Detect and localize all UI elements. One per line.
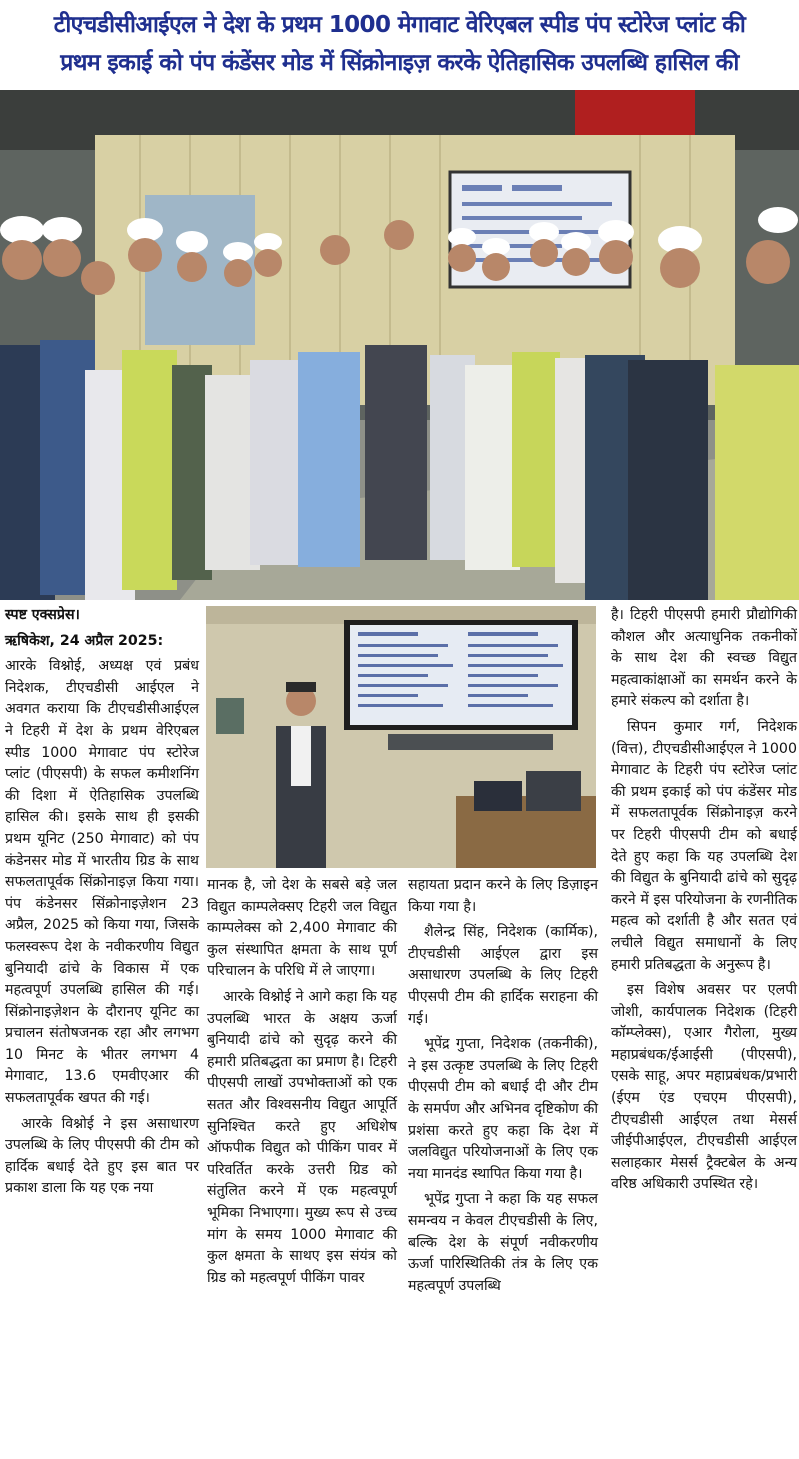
article-column-2 — [207, 875, 397, 1293]
paragraph: सहायता प्रदान करने के लिए डिज़ाइन किया गया है। — [408, 877, 598, 915]
paragraph: भूपेंद्र गुप्ता, निदेशक (तकनीकी), ने इस उत्कृष्ट उपलब्धि के लिए टिहरी पीएसपी टीम को बधाई दी और टीम के समर्पण और अभिनव दृष्टिकोण की प्रशंसा करते हुए कहा कि देश में जलविद्युत परियोजनाओं के लिए एक नया मानदंड स्थापित किया गया है। — [408, 1036, 598, 1182]
paragraph: इस विशेष अवसर पर एलपी जोशी, कार्यपालक निदेशक (टिहरी कॉम्प्लेक्स), एआर गैरोला, मुख्य महाप्रबंधक/ईआईसी (पीएसपी), एसके साहू, अपर महाप्रबंधक/प्रभारी (ईएम एंड एचएम पीएसपी), टीएचडीसी आईएल तथा मेसर्स जीईपीआईएल, टीएचडीसी आईएल सलाहकार मेसर्स ट्रैक्टबेल के अन्य वरिष्ठ अधिकारी उपस्थित रहे। — [611, 982, 797, 1193]
paragraph: आरके विश्नोई ने आगे कहा कि यह उपलब्धि भारत के अक्षय ऊर्जा बुनियादी ढांचे को सुदृढ़ करने की हमारी प्रतिबद्धता का प्रमाण है। टिहरी पीएसपी लाखों उपभोक्ताओं को एक सतत और विश्वसनीय विद्युत आपूर्ति सुनिश्चित करते हुए अधिशेष ऑफपीक विद्युत को पीकिंग पावर में परिवर्तित करके उत्तरी ग्रिड को संतुलित करने में एक महत्वपूर्ण भूमिका निभाएगा। मुख्य रूप से उच्च मांग के समय 1000 मेगावाट की कुल क्षमता के साथए इस संयंत्र को ग्रिड को महत्वपूर्ण पीकिंग पावर — [207, 988, 397, 1286]
control-room-photo — [206, 606, 596, 868]
article-column-4 — [611, 605, 797, 1200]
paragraph: सिपन कुमार गर्ग, निदेशक (वित्त), टीएचडीसीआईएल ने 1000 मेगावाट के टिहरी पंप स्टोरेज प्लांट की प्रथम इकाई को पंप कंडेंसर मोड में सफलतापूर्वक सिंक्रोनाइज़ करने पर टिहरी पीएसपी टीम को बधाई देते हुए कहा कि यह उपलब्धि देश की विद्युत के बुनियादी ढांचे को सुदृढ़ करने में इस परियोजना के रणनीतिक महत्व को दर्शाती है और सतत एवं लचीले विद्युत समाधानों के लिए हमारी प्रतिबद्धता के अनुरूप है। — [611, 718, 797, 973]
article-source: स्पष्ट एक्सप्रेस। — [5, 607, 80, 623]
paragraph: मानक है, जो देश के सबसे बड़े जल विद्युत काम्पलेक्सए टिहरी जल विद्युत काम्पलेक्स को 2,400 मेगावाट की कुल संस्थापित क्षमता के साथ पूर्ण परिचालन के परिधि में ले जाएगा। — [207, 877, 397, 980]
headline-line-1: टीएचडीसीआईएल ने देश के प्रथम 1000 मेगावाट वेरिएबल स्पीड पंप स्टोरेज प्लांट की — [53, 12, 746, 38]
article-column-1 — [5, 605, 199, 1204]
headline-line-2: प्रथम इकाई को पंप कंडेंसर मोड में सिंक्रोनाइज़ करके ऐतिहासिक उपलब्धि हासिल की — [60, 50, 739, 76]
paragraph: भूपेंद्र गुप्ता ने कहा कि यह सफल समन्वय न केवल टीएचडीसी के लिए, बल्कि देश के संपूर्ण नवीकरणीय ऊर्जा पारिस्थितिकी तंत्र के लिए एक महत्वपूर्ण उपलब्धि — [408, 1191, 598, 1294]
paragraph: है। टिहरी पीएसपी हमारी प्रौद्योगिकी कौशल और अत्याधुनिक तकनीकों के साथ देश की स्वच्छ विद्युत महत्वाकांक्षाओं का समर्थन करने के हमारे संकल्प को दर्शाता है। — [611, 607, 797, 710]
group-photo — [0, 90, 799, 600]
group-photo-illustration — [0, 90, 799, 600]
headline — [0, 0, 799, 88]
paragraph: आरके विश्नोई, अध्यक्ष एवं प्रबंध निदेशक, टीएचडीसी आईएल ने अवगत कराया कि टीएचडीसीआईएल ने टिहरी में देश के प्रथम वेरिएबल स्पीड 1000 मेगावाट पंप स्टोरेज प्लांट (पीएसपी) के सफल कमीशनिंग की दिशा में ऐतिहासिक उपलब्धि हासिल की। इसके साथ ही इसकी प्रथम यूनिट (250 मेगावाट) को पंप कंडेनसर मोड में भारतीय ग्रिड के साथ सफलतापूर्वक सिंक्रोनाइज़ किया गया। पंप कंडेनसर सिंक्रोनाइज़ेशन 23 अप्रैल, 2025 को किया गया, जिसके फलस्वरूप देश के नवीकरणीय विद्युत बुनियादी ढांचे के विकास में एक महत्वपूर्ण उपलब्धि हासिल की गई। सिंक्रोनाइज़ेशन के दौरानए यूनिट का प्रचालन संतोषजनक रहा और लगभग 10 मिनट के भीतर लगभग 4 मेगावाट, 13.6 एमवीएआर की सफलतापूर्वक खपत की गई। — [5, 658, 199, 1107]
paragraph: आरके विश्नोई ने इस असाधारण उपलब्धि के लिए पीएसपी की टीम को हार्दिक बधाई देते हुए इस बात पर प्रकाश डाला कि यह एक नया — [5, 1115, 199, 1197]
control-room-illustration — [206, 606, 596, 868]
paragraph: शैलेन्द्र सिंह, निदेशक (कार्मिक), टीएचडीसी आईएल द्वारा इस असाधारण उपलब्धि के लिए टिहरी पीएसपी टीम की हार्दिक सराहना की गई। — [408, 924, 598, 1027]
article-dateline: ऋषिकेश, 24 अप्रैल 2025: — [5, 632, 164, 649]
article-column-3 — [408, 875, 598, 1301]
